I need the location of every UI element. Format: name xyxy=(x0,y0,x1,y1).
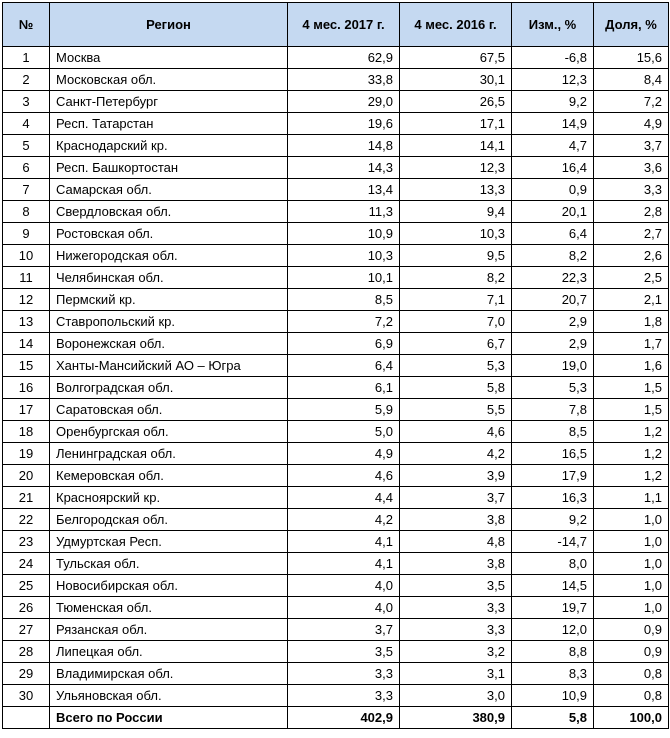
table-row xyxy=(3,531,669,553)
table-row xyxy=(3,487,669,509)
row-value-2016: 4,6 xyxy=(400,421,512,443)
row-value-2016: 5,5 xyxy=(400,399,512,421)
row-change: 14,9 xyxy=(512,113,594,135)
row-change: 20,7 xyxy=(512,289,594,311)
row-region: Санкт-Петербург xyxy=(50,91,288,113)
table-row xyxy=(3,575,669,597)
table-row xyxy=(3,223,669,245)
row-region: Саратовская обл. xyxy=(50,399,288,421)
table-body xyxy=(3,47,669,729)
row-value-2016: 9,5 xyxy=(400,245,512,267)
row-number: 12 xyxy=(3,289,50,311)
table-row xyxy=(3,619,669,641)
row-share: 1,5 xyxy=(594,377,669,399)
row-value-2016: 3,2 xyxy=(400,641,512,663)
row-change: 4,7 xyxy=(512,135,594,157)
row-value-2016: 12,3 xyxy=(400,157,512,179)
table-row xyxy=(3,333,669,355)
row-value-2017: 3,3 xyxy=(288,685,400,707)
row-share: 2,6 xyxy=(594,245,669,267)
row-value-2017: 62,9 xyxy=(288,47,400,69)
table-row xyxy=(3,509,669,531)
row-share: 0,9 xyxy=(594,641,669,663)
table-row xyxy=(3,421,669,443)
row-number: 13 xyxy=(3,311,50,333)
table-row xyxy=(3,443,669,465)
row-number: 4 xyxy=(3,113,50,135)
row-change: 20,1 xyxy=(512,201,594,223)
row-value-2017: 10,9 xyxy=(288,223,400,245)
row-change: 10,9 xyxy=(512,685,594,707)
row-region: Тюменская обл. xyxy=(50,597,288,619)
row-region: Нижегородская обл. xyxy=(50,245,288,267)
row-value-2017: 14,8 xyxy=(288,135,400,157)
row-change: 14,5 xyxy=(512,575,594,597)
row-region: Пермский кр. xyxy=(50,289,288,311)
row-region: Волгоградская обл. xyxy=(50,377,288,399)
row-value-2017: 5,0 xyxy=(288,421,400,443)
total-2016: 380,9 xyxy=(400,707,512,729)
row-value-2017: 4,0 xyxy=(288,597,400,619)
region-statistics-table xyxy=(2,2,669,729)
row-value-2016: 3,3 xyxy=(400,597,512,619)
row-value-2016: 3,8 xyxy=(400,553,512,575)
row-value-2016: 5,8 xyxy=(400,377,512,399)
row-share: 1,8 xyxy=(594,311,669,333)
header-2016: 4 мес. 2016 г. xyxy=(400,3,512,47)
table-row xyxy=(3,399,669,421)
row-share: 1,0 xyxy=(594,509,669,531)
row-value-2017: 8,5 xyxy=(288,289,400,311)
table-row xyxy=(3,377,669,399)
table-row xyxy=(3,113,669,135)
row-value-2017: 14,3 xyxy=(288,157,400,179)
row-region: Челябинская обл. xyxy=(50,267,288,289)
header-2017: 4 мес. 2017 г. xyxy=(288,3,400,47)
row-share: 1,5 xyxy=(594,399,669,421)
table-row xyxy=(3,201,669,223)
table-row xyxy=(3,553,669,575)
row-region: Рязанская обл. xyxy=(50,619,288,641)
row-value-2017: 10,3 xyxy=(288,245,400,267)
row-region: Удмуртская Респ. xyxy=(50,531,288,553)
row-value-2017: 29,0 xyxy=(288,91,400,113)
row-share: 1,2 xyxy=(594,421,669,443)
row-share: 15,6 xyxy=(594,47,669,69)
row-change: 17,9 xyxy=(512,465,594,487)
header-row xyxy=(3,3,669,47)
row-number: 22 xyxy=(3,509,50,531)
row-number: 19 xyxy=(3,443,50,465)
row-value-2017: 4,1 xyxy=(288,531,400,553)
row-change: -6,8 xyxy=(512,47,594,69)
row-value-2016: 67,5 xyxy=(400,47,512,69)
row-value-2016: 7,0 xyxy=(400,311,512,333)
row-region: Ханты-Мансийский АО – Югра xyxy=(50,355,288,377)
row-region: Ростовская обл. xyxy=(50,223,288,245)
row-value-2016: 17,1 xyxy=(400,113,512,135)
row-number: 21 xyxy=(3,487,50,509)
row-change: 8,0 xyxy=(512,553,594,575)
row-share: 1,0 xyxy=(594,575,669,597)
row-value-2016: 5,3 xyxy=(400,355,512,377)
row-value-2016: 14,1 xyxy=(400,135,512,157)
row-value-2017: 11,3 xyxy=(288,201,400,223)
row-share: 4,9 xyxy=(594,113,669,135)
row-share: 1,2 xyxy=(594,465,669,487)
row-change: 0,9 xyxy=(512,179,594,201)
row-value-2017: 19,6 xyxy=(288,113,400,135)
table-row xyxy=(3,311,669,333)
table-header xyxy=(3,3,669,47)
row-region: Тульская обл. xyxy=(50,553,288,575)
row-change: 5,3 xyxy=(512,377,594,399)
total-change: 5,8 xyxy=(512,707,594,729)
row-region: Красноярский кр. xyxy=(50,487,288,509)
row-value-2016: 26,5 xyxy=(400,91,512,113)
row-value-2017: 6,1 xyxy=(288,377,400,399)
row-value-2017: 4,2 xyxy=(288,509,400,531)
row-region: Москва xyxy=(50,47,288,69)
row-number: 2 xyxy=(3,69,50,91)
row-value-2016: 3,0 xyxy=(400,685,512,707)
row-value-2017: 13,4 xyxy=(288,179,400,201)
table-row xyxy=(3,465,669,487)
row-value-2016: 7,1 xyxy=(400,289,512,311)
table-row xyxy=(3,157,669,179)
row-region: Липецкая обл. xyxy=(50,641,288,663)
row-change: 6,4 xyxy=(512,223,594,245)
row-change: 9,2 xyxy=(512,91,594,113)
row-share: 2,7 xyxy=(594,223,669,245)
row-value-2017: 33,8 xyxy=(288,69,400,91)
row-share: 1,2 xyxy=(594,443,669,465)
row-value-2017: 3,3 xyxy=(288,663,400,685)
table-row xyxy=(3,179,669,201)
row-region: Московская обл. xyxy=(50,69,288,91)
table-row xyxy=(3,289,669,311)
table-row xyxy=(3,135,669,157)
row-number: 18 xyxy=(3,421,50,443)
row-change: 9,2 xyxy=(512,509,594,531)
row-region: Кемеровская обл. xyxy=(50,465,288,487)
row-number: 20 xyxy=(3,465,50,487)
row-value-2016: 8,2 xyxy=(400,267,512,289)
row-change: 16,4 xyxy=(512,157,594,179)
row-share: 2,1 xyxy=(594,289,669,311)
row-change: 16,3 xyxy=(512,487,594,509)
row-change: 8,2 xyxy=(512,245,594,267)
table-row xyxy=(3,597,669,619)
row-value-2016: 3,8 xyxy=(400,509,512,531)
row-number: 26 xyxy=(3,597,50,619)
row-number: 23 xyxy=(3,531,50,553)
row-change: 7,8 xyxy=(512,399,594,421)
row-value-2017: 3,5 xyxy=(288,641,400,663)
row-number: 29 xyxy=(3,663,50,685)
row-share: 8,4 xyxy=(594,69,669,91)
row-value-2017: 4,6 xyxy=(288,465,400,487)
row-share: 2,8 xyxy=(594,201,669,223)
row-value-2017: 4,9 xyxy=(288,443,400,465)
row-number: 6 xyxy=(3,157,50,179)
table-row xyxy=(3,47,669,69)
row-value-2016: 10,3 xyxy=(400,223,512,245)
table-row xyxy=(3,245,669,267)
row-share: 1,6 xyxy=(594,355,669,377)
row-value-2016: 3,1 xyxy=(400,663,512,685)
row-region: Самарская обл. xyxy=(50,179,288,201)
row-region: Ставропольский кр. xyxy=(50,311,288,333)
row-value-2017: 7,2 xyxy=(288,311,400,333)
row-value-2016: 6,7 xyxy=(400,333,512,355)
row-share: 0,8 xyxy=(594,685,669,707)
header-number: № xyxy=(3,3,50,47)
row-value-2016: 3,7 xyxy=(400,487,512,509)
total-2017: 402,9 xyxy=(288,707,400,729)
table-row xyxy=(3,355,669,377)
row-share: 2,5 xyxy=(594,267,669,289)
row-value-2017: 6,9 xyxy=(288,333,400,355)
row-number: 5 xyxy=(3,135,50,157)
row-number: 30 xyxy=(3,685,50,707)
row-share: 1,0 xyxy=(594,553,669,575)
row-change: 2,9 xyxy=(512,311,594,333)
row-number: 10 xyxy=(3,245,50,267)
row-value-2017: 6,4 xyxy=(288,355,400,377)
row-share: 3,6 xyxy=(594,157,669,179)
row-region: Новосибирская обл. xyxy=(50,575,288,597)
row-value-2016: 9,4 xyxy=(400,201,512,223)
table-row xyxy=(3,641,669,663)
row-value-2016: 3,9 xyxy=(400,465,512,487)
row-value-2017: 4,0 xyxy=(288,575,400,597)
row-value-2016: 3,3 xyxy=(400,619,512,641)
row-value-2016: 13,3 xyxy=(400,179,512,201)
row-region: Краснодарский кр. xyxy=(50,135,288,157)
row-change: 12,3 xyxy=(512,69,594,91)
table-row xyxy=(3,685,669,707)
row-number: 25 xyxy=(3,575,50,597)
row-value-2016: 4,8 xyxy=(400,531,512,553)
row-value-2016: 4,2 xyxy=(400,443,512,465)
header-share: Доля, % xyxy=(594,3,669,47)
row-value-2016: 3,5 xyxy=(400,575,512,597)
row-number: 8 xyxy=(3,201,50,223)
row-number: 15 xyxy=(3,355,50,377)
row-region: Свердловская обл. xyxy=(50,201,288,223)
total-label: Всего по России xyxy=(50,707,288,729)
row-share: 3,3 xyxy=(594,179,669,201)
row-number: 24 xyxy=(3,553,50,575)
row-share: 1,0 xyxy=(594,531,669,553)
row-share: 1,1 xyxy=(594,487,669,509)
row-share: 3,7 xyxy=(594,135,669,157)
row-region: Респ. Татарстан xyxy=(50,113,288,135)
row-number: 16 xyxy=(3,377,50,399)
table-row xyxy=(3,267,669,289)
row-change: 8,5 xyxy=(512,421,594,443)
row-share: 0,9 xyxy=(594,619,669,641)
row-change: 12,0 xyxy=(512,619,594,641)
row-share: 0,8 xyxy=(594,663,669,685)
row-number: 9 xyxy=(3,223,50,245)
row-region: Владимирская обл. xyxy=(50,663,288,685)
row-value-2017: 4,4 xyxy=(288,487,400,509)
row-change: 16,5 xyxy=(512,443,594,465)
row-value-2017: 10,1 xyxy=(288,267,400,289)
row-share: 7,2 xyxy=(594,91,669,113)
header-region: Регион xyxy=(50,3,288,47)
row-region: Ульяновская обл. xyxy=(50,685,288,707)
row-number: 27 xyxy=(3,619,50,641)
row-change: -14,7 xyxy=(512,531,594,553)
row-number: 17 xyxy=(3,399,50,421)
table-row xyxy=(3,663,669,685)
table-row xyxy=(3,91,669,113)
table-row xyxy=(3,69,669,91)
row-change: 19,0 xyxy=(512,355,594,377)
row-value-2017: 4,1 xyxy=(288,553,400,575)
row-region: Ленинградская обл. xyxy=(50,443,288,465)
total-row xyxy=(3,707,669,729)
row-change: 22,3 xyxy=(512,267,594,289)
row-number: 11 xyxy=(3,267,50,289)
row-number: 14 xyxy=(3,333,50,355)
row-share: 1,0 xyxy=(594,597,669,619)
row-number: 3 xyxy=(3,91,50,113)
row-value-2016: 30,1 xyxy=(400,69,512,91)
row-change: 8,3 xyxy=(512,663,594,685)
row-number: 28 xyxy=(3,641,50,663)
row-number: 7 xyxy=(3,179,50,201)
row-region: Оренбургская обл. xyxy=(50,421,288,443)
row-share: 1,7 xyxy=(594,333,669,355)
row-change: 19,7 xyxy=(512,597,594,619)
header-change: Изм., % xyxy=(512,3,594,47)
total-share: 100,0 xyxy=(594,707,669,729)
row-region: Респ. Башкортостан xyxy=(50,157,288,179)
row-number: 1 xyxy=(3,47,50,69)
row-region: Белгородская обл. xyxy=(50,509,288,531)
total-number-cell xyxy=(3,707,50,729)
row-region: Воронежская обл. xyxy=(50,333,288,355)
row-value-2017: 5,9 xyxy=(288,399,400,421)
row-value-2017: 3,7 xyxy=(288,619,400,641)
row-change: 2,9 xyxy=(512,333,594,355)
row-change: 8,8 xyxy=(512,641,594,663)
